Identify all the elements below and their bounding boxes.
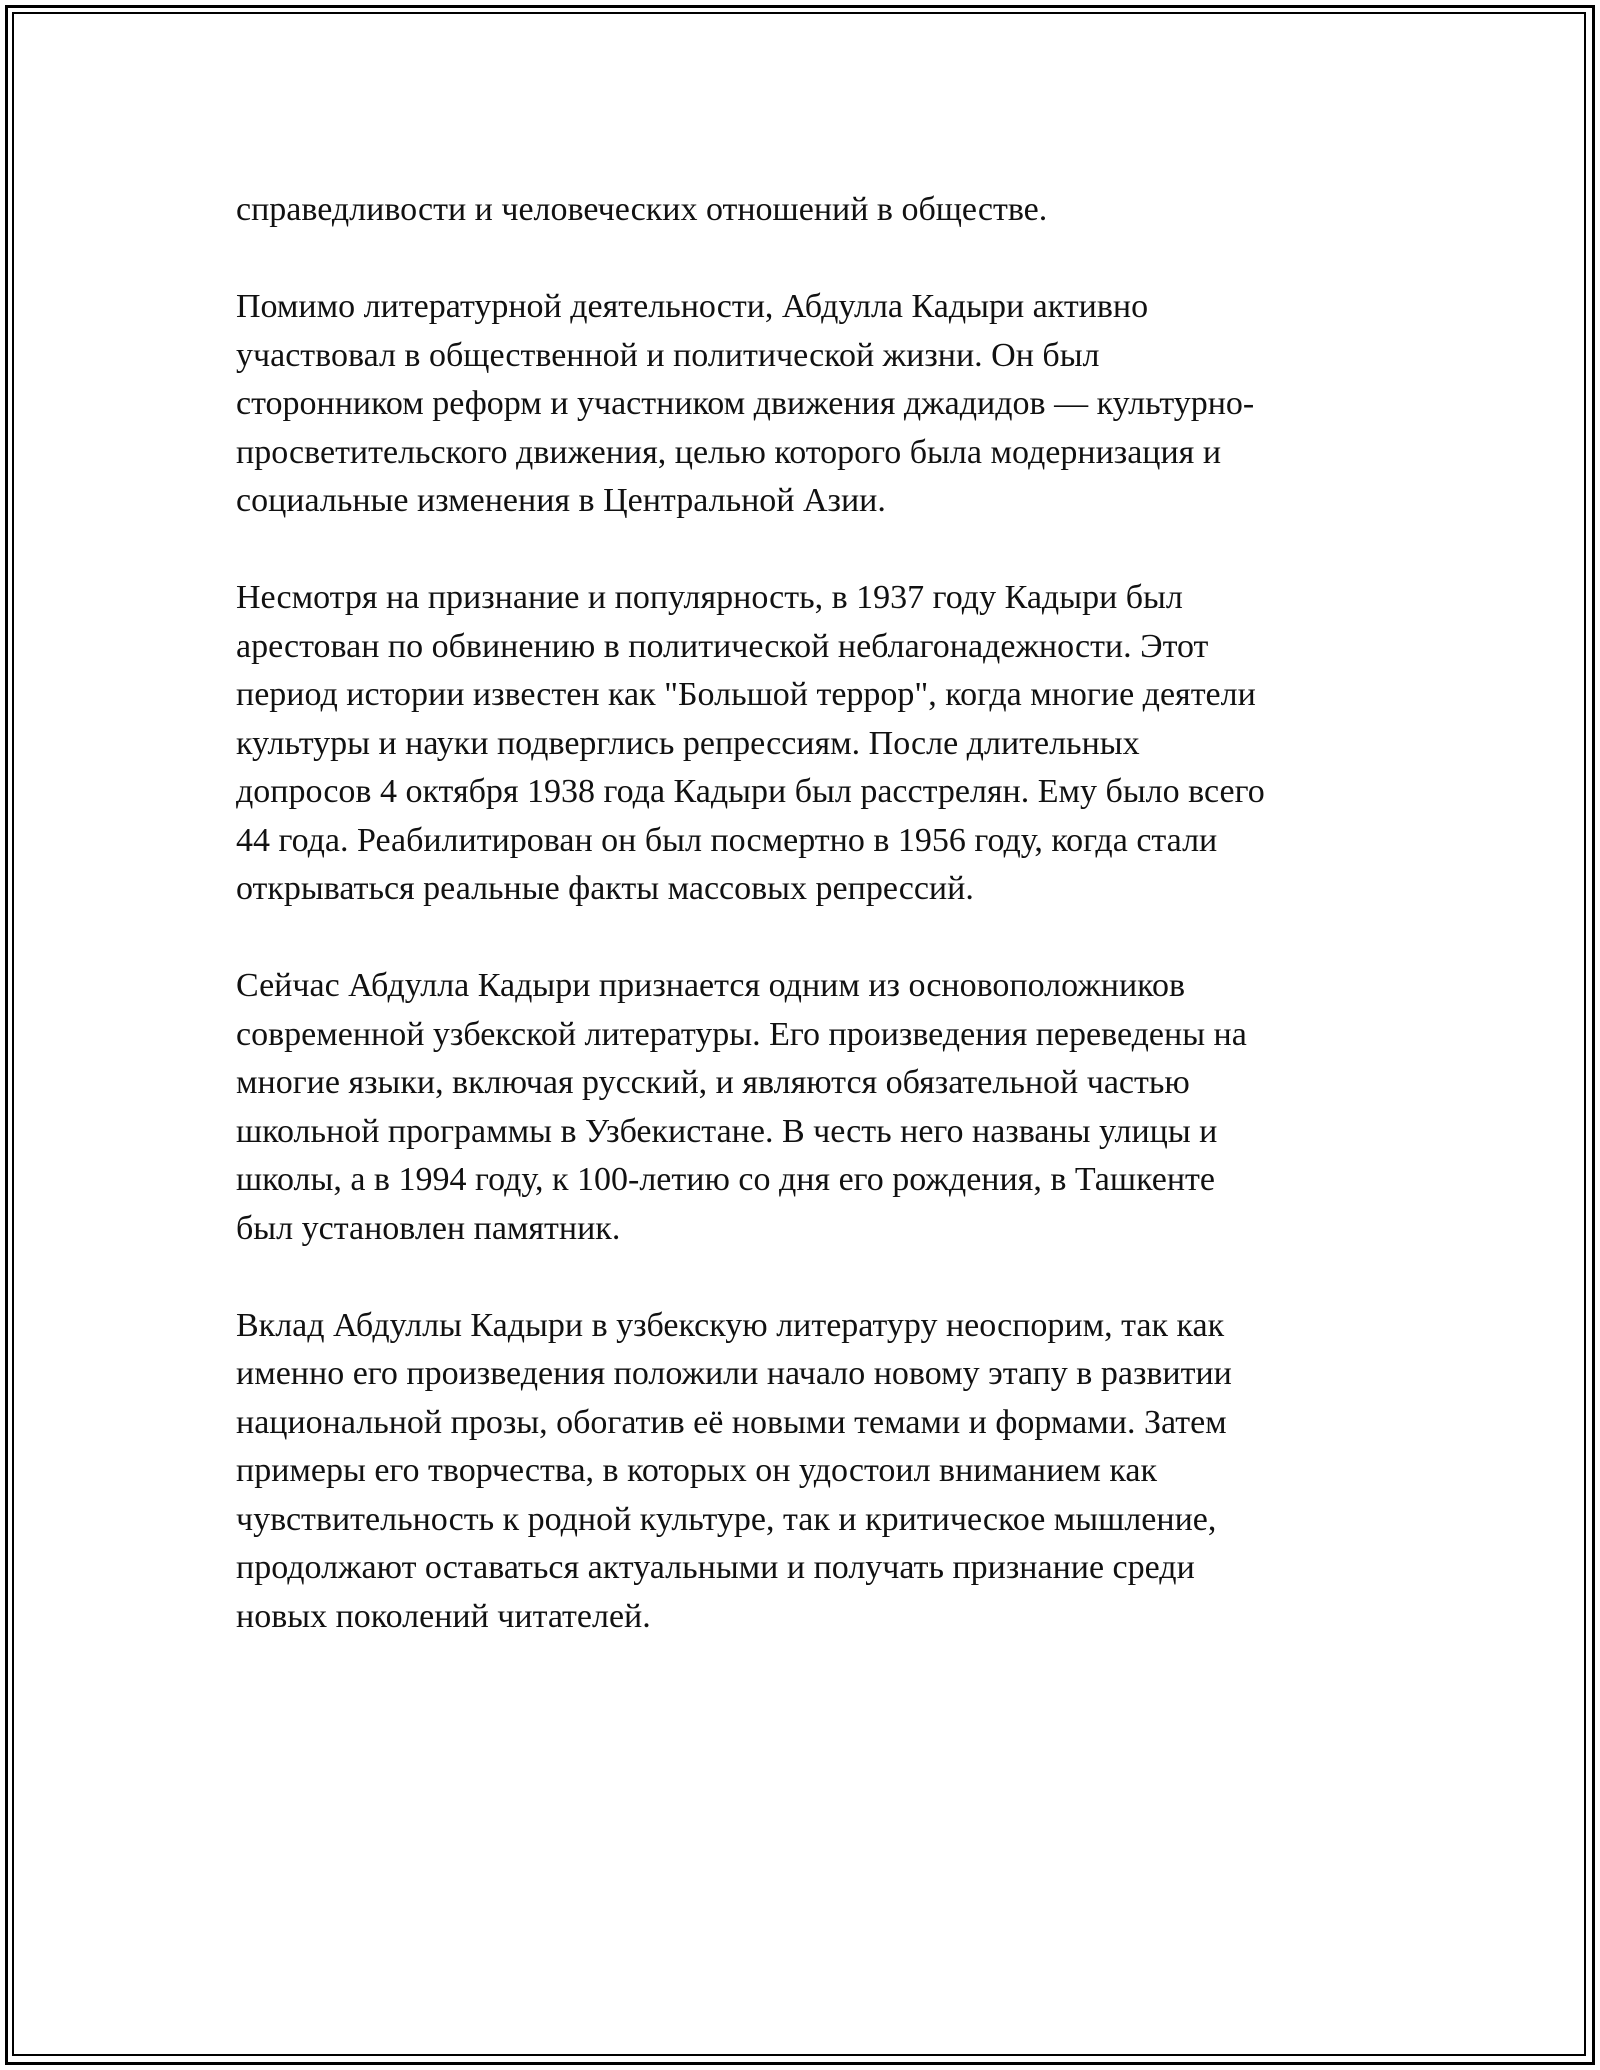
text-line: Сейчас Абдулла Кадыри признается одним из основоположников xyxy=(236,967,1186,1004)
text-line: школы, а в 1994 году, к 100-летию со дня его рождения, в Ташкенте xyxy=(236,1161,1215,1198)
text-line: культуры и науки подверглись репрессиям. После длительных xyxy=(236,724,1140,762)
text-line: арестован по обвинению в политической неблагонадежности. Этот xyxy=(236,627,1209,665)
text-line: справедливости и человеческих отношений в обществе. xyxy=(236,191,1048,228)
text-line: школьной программы в Узбекистане. В честь него названы улицы и xyxy=(236,1112,1218,1150)
text-line: чувствительность к родной культуре, так и критическое мышление, xyxy=(236,1500,1217,1538)
document-body xyxy=(236,186,1366,1690)
text-line: новых поколений читателей. xyxy=(236,1597,651,1635)
text-line: был установлен памятник. xyxy=(236,1209,621,1247)
text-line: социальные изменения в Центральной Азии. xyxy=(236,482,886,519)
text-line: именно его произведения положили начало новому этапу в развитии xyxy=(236,1355,1232,1392)
text-line: Вклад Абдуллы Кадыри в узбекскую литературу неоспорим, так как xyxy=(236,1306,1225,1344)
text-line: Помимо литературной деятельности, Абдулла Кадыри активно xyxy=(236,288,1149,325)
text-line: примеры его творчества, в которых он удостоил вниманием как xyxy=(236,1452,1157,1489)
text-line: просветительского движения, целью которого была модернизация и xyxy=(236,433,1222,471)
text-line: участвовал в общественной и политической жизни. Он был xyxy=(236,336,1100,374)
text-line: современной узбекской литературы. Его произведения переведены на xyxy=(236,1015,1247,1053)
paragraph-3 xyxy=(236,574,1366,914)
text-line: Несмотря на признание и популярность, в 1937 году Кадыри был xyxy=(236,579,1183,616)
text-line: многие языки, включая русский, и являются обязательной частью xyxy=(236,1064,1190,1101)
text-line: национальной прозы, обогатив её новыми темами и формами. Затем xyxy=(236,1403,1227,1441)
paragraph-2 xyxy=(236,283,1366,526)
text-line: период истории известен как "Большой террор", когда многие деятели xyxy=(236,676,1256,713)
text-line: открываться реальные факты массовых репрессий. xyxy=(236,870,974,907)
paragraph-1 xyxy=(236,186,1366,235)
text-line: допросов 4 октября 1938 года Кадыри был расстрелян. Ему было всего xyxy=(236,773,1265,810)
text-line: продолжают оставаться актуальными и получать признание среди xyxy=(236,1549,1195,1586)
text-line: сторонником реформ и участником движения джадидов — культурно- xyxy=(236,385,1255,422)
paragraph-4 xyxy=(236,962,1366,1253)
paragraph-5 xyxy=(236,1302,1366,1642)
text-line: 44 года. Реабилитирован он был посмертно в 1956 году, когда стали xyxy=(236,821,1218,859)
